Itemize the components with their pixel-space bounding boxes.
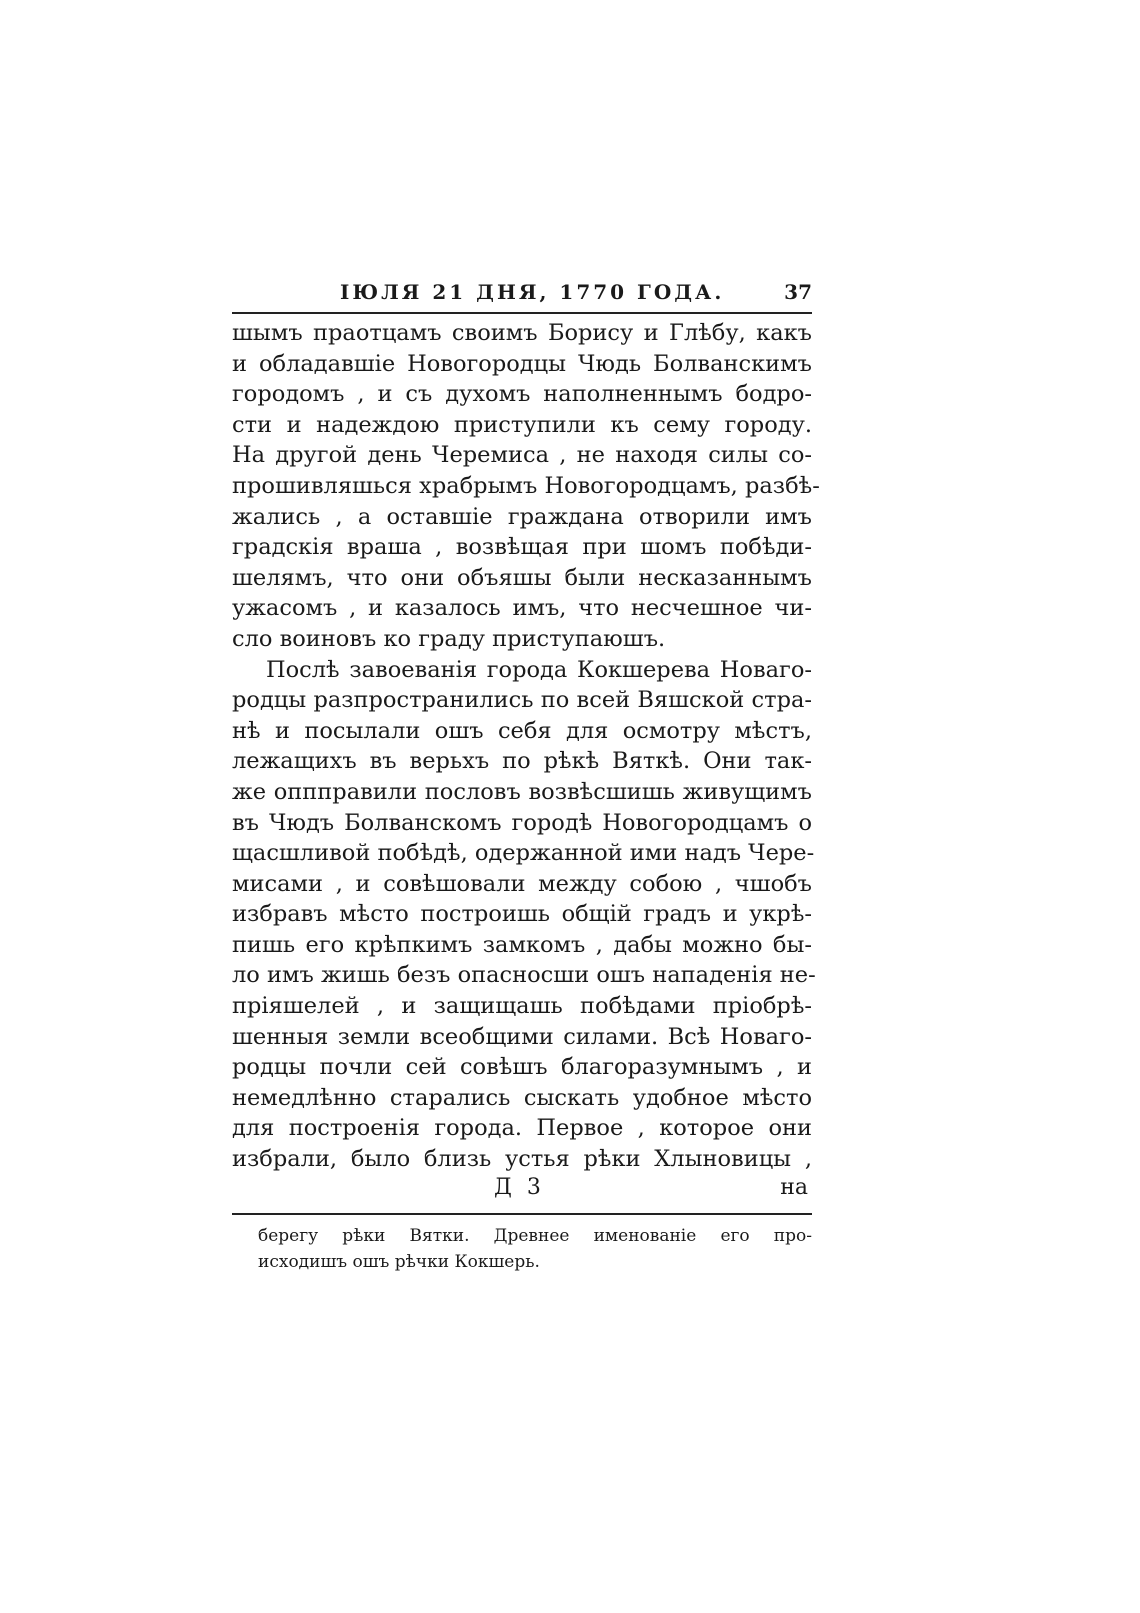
text-line: нѣ и посылали ошъ себя для осмотру мѣстъ, [232, 717, 812, 744]
page-number: 37 [784, 280, 812, 304]
text-line: пишь его крѣпкимъ замкомъ , дабы можно бы- [232, 931, 812, 958]
text-line: лежащихъ въ верьхъ по рѣкѣ Вяткѣ. Они так- [232, 748, 812, 775]
book-page [232, 280, 820, 1275]
body-text [232, 318, 820, 1175]
text-line: На другой день Черемиса , не находя силы со- [232, 442, 812, 469]
text-line: шелямъ, что они объяшы были несказаннымъ [232, 564, 812, 591]
text-line: Послѣ завоеванія города Кокшерева Новаго- [266, 656, 812, 683]
running-head-title: ІЮЛЯ 21 ДНЯ, 1770 ГОДА. [340, 280, 725, 304]
text-line: избравъ мѣсто построишь общій градъ и укрѣ- [232, 901, 812, 928]
text-line: прошивляшься храбрымъ Новогородцамъ, разбѣ- [232, 472, 820, 499]
text-line: сло воиновъ ко граду приступаюшъ. [232, 625, 666, 652]
text-line: и обладавшіе Новогородцы Чюдь Болванскимъ [232, 350, 812, 377]
text-line: родцы разпространились по всей Вяшской стра- [232, 687, 812, 714]
text-line: шенныя земли всеобщими силами. Всѣ Новаго- [232, 1023, 812, 1050]
footnote-rule [232, 1213, 812, 1215]
text-line: ужасомъ , и казалось имъ, что несчешное чи- [232, 595, 812, 622]
page-foot [232, 1175, 812, 1205]
running-head [232, 280, 812, 308]
text-line: пріяшелей , и защищашь побѣдами пріобрѣ- [232, 993, 812, 1020]
text-line: градскія враша , возвѣщая при шомъ побѣди- [232, 534, 812, 561]
text-line: щасшливой побѣдѣ, одержанной ими надъ Чере- [232, 840, 815, 867]
footnote-line: исходишъ ошъ рѣчки Кокшерь. [258, 1251, 540, 1272]
paragraph-1 [232, 318, 820, 655]
signature-mark: Д 3 [494, 1174, 545, 1200]
text-line: избрали, было близь устья рѣки Хлыновицы , [232, 1146, 812, 1173]
text-line: жались , а оставшіе граждана отворили имъ [232, 503, 812, 530]
text-line: городомъ , и съ духомъ наполненнымъ бодро- [232, 381, 812, 408]
footnote-line: берегу рѣки Вятки. Древнее именованіе его про- [258, 1225, 812, 1246]
text-line: мисами , и совѣшовали между собою , чшобъ [232, 870, 812, 897]
text-line: шымъ праотцамъ своимъ Борису и Глѣбу, какъ [232, 320, 812, 346]
catchword: на [780, 1174, 808, 1200]
text-line: для построенія города. Первое , которое они [232, 1115, 812, 1142]
header-rule [232, 312, 812, 314]
text-line: въ Чюдъ Болванскомъ городѣ Новогородцамъ о [232, 809, 812, 836]
text-line: сти и надеждою приступили къ сему городу. [232, 411, 812, 438]
footnote [232, 1223, 812, 1275]
paragraph-2 [232, 655, 816, 1175]
text-line: родцы почли сей совѣшъ благоразумнымъ , и [232, 1054, 812, 1081]
text-line: ло имъ жишь безъ опасносши ошъ нападенія не- [232, 962, 816, 989]
text-line: же оппправили пословъ возвѣсшишь живущимъ [232, 778, 812, 805]
text-line: немедлѣнно старались сыскать удобное мѣсто [232, 1084, 812, 1111]
